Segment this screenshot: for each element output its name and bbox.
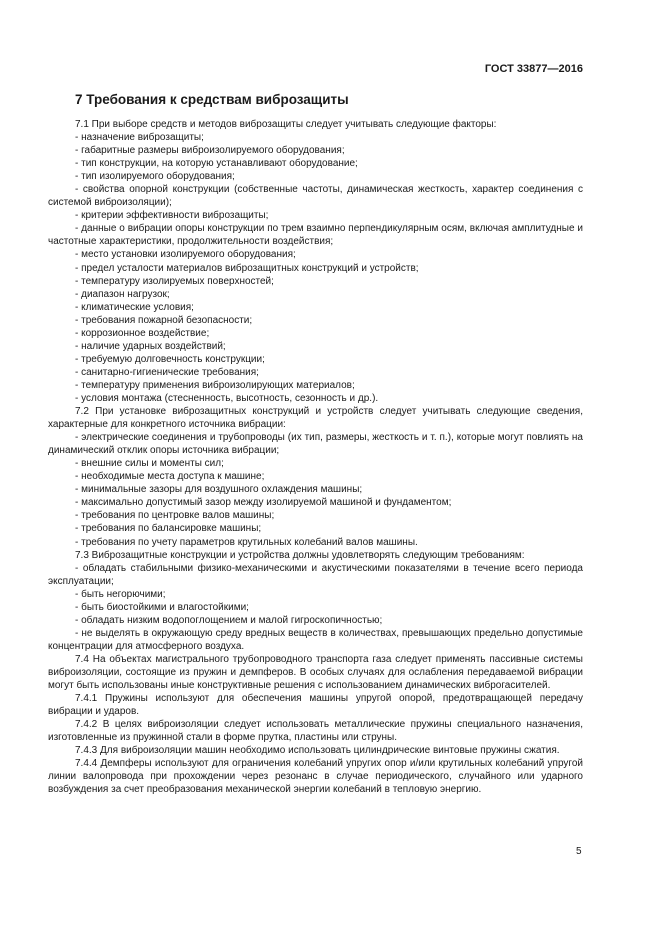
list-item: - требования пожарной безопасности;: [75, 314, 253, 326]
list-item: - тип конструкции, на которую устанавливают оборудование;: [75, 158, 358, 170]
page-number: 5: [576, 846, 582, 857]
list-item: - внешние силы и моменты сил;: [75, 458, 224, 470]
paragraph-7-1: 7.1 При выборе средств и методов виброзащиты следует учитывать следующие факторы:: [75, 119, 497, 130]
list-item: - необходимые места доступа к машине;: [75, 471, 265, 483]
paragraph-7-4-3: 7.4.3 Для виброизоляции машин необходимо использовать цилиндрические винтовые пружины сжатия.: [75, 745, 560, 757]
list-item: - диапазон нагрузок;: [75, 288, 170, 300]
list-item: - требования по балансировке машины;: [75, 523, 262, 535]
list-item: - тип изолируемого оборудования;: [75, 171, 235, 183]
list-item: - свойства опорной конструкции (собственные частоты, динамическая жесткость, характер соединения с системой виброизоляции);: [48, 184, 583, 209]
list-item: - габаритные размеры виброизолируемого оборудования;: [75, 145, 345, 157]
paragraph-7-4-1: 7.4.1 Пружины используют для обеспечения машины упругой опорой, предотвращающей передачу вибрации и ударов.: [48, 693, 583, 718]
list-item: - санитарно-гигиенические требования;: [75, 366, 259, 378]
section-heading: 7 Требования к средствам виброзащиты: [75, 92, 349, 107]
list-item: - температуру применения виброизолирующих материалов;: [75, 379, 355, 391]
list-item: - быть негорючими;: [75, 588, 166, 600]
list-item: - максимально допустимый зазор между изолируемой машиной и фундаментом;: [75, 497, 452, 509]
list-item: - не выделять в окружающую среду вредных веществ в количествах, превышающих предельно допустимые концентрации для атмосферного воздуха.: [48, 627, 583, 652]
paragraph-7-4: 7.4 На объектах магистрального трубопроводного транспорта газа следует применять пассивные системы виброизоляции, состоящие из пружин и демпферов. В особых случаях для ослабления передаваемой вибрации могут быть использованы иные конструктивные решения с использованием динамических виброгасителей.: [48, 653, 583, 692]
document-code-header: ГОСТ 33877—2016: [484, 63, 583, 75]
list-item: - предел усталости материалов виброзащитных конструкций и устройств;: [75, 262, 419, 274]
paragraph-7-4-2: 7.4.2 В целях виброизоляции следует использовать металлические пружины специального назначения, изготовленные из пружинной стали в форме прутка, пластины или струны.: [48, 719, 583, 744]
list-item: - условия монтажа (стесненность, высотность, сезонность и др.).: [75, 392, 379, 404]
list-item: - обладать стабильными физико-механическими и акустическими показателями в течение всего периода эксплуатации;: [48, 562, 583, 587]
paragraph-7-4-4: 7.4.4 Демпферы используют для ограничения колебаний упругих опор и/или крутильных колебаний упругой линии валопровода при прохождении через резонанс в случае периодического, случайного или ударного возбуждения за счет преобразования механической энергии колебаний в тепловую энергию.: [48, 758, 583, 796]
list-item: - критерии эффективности виброзащиты;: [75, 210, 269, 222]
paragraph-7-2: 7.2 При установке виброзащитных конструкций и устройств следует учитывать следующие сведения, характерные для конкретного источника вибрации:: [48, 406, 583, 431]
paragraph-7-3: 7.3 Виброзащитные конструкции и устройства должны удовлетворять следующим требованиям:: [75, 549, 525, 561]
list-item: - температуру изолируемых поверхностей;: [75, 275, 274, 287]
list-item: - климатические условия;: [75, 301, 194, 313]
list-item: - требования по центровке валов машины;: [75, 510, 275, 522]
document-body: [48, 118, 583, 796]
list-item: - требования по учету параметров крутильных колебаний валов машины.: [75, 536, 418, 548]
list-item: - требуемую долговечность конструкции;: [75, 353, 265, 365]
list-item: - быть биостойкими и влагостойкими;: [75, 601, 249, 613]
list-item: - наличие ударных воздействий;: [75, 340, 226, 352]
list-item: - электрические соединения и трубопроводы (их тип, размеры, жесткость и т. п.), которые могут повлиять на динамический отклик опоры источника вибрации;: [48, 432, 583, 457]
list-item: - обладать низким водопоглощением и малой гигроскопичностью;: [75, 614, 383, 626]
list-item: - место установки изолируемого оборудования;: [75, 249, 296, 261]
list-item: - коррозионное воздействие;: [75, 327, 210, 339]
list-item: - минимальные зазоры для воздушного охлаждения машины;: [75, 484, 363, 496]
list-item: - данные о вибрации опоры конструкции по трем взаимно перпендикулярным осям, включая амплитудные и частотные характеристики, продолжительности воздействия;: [48, 223, 583, 248]
list-item: - назначение виброзащиты;: [75, 132, 204, 144]
